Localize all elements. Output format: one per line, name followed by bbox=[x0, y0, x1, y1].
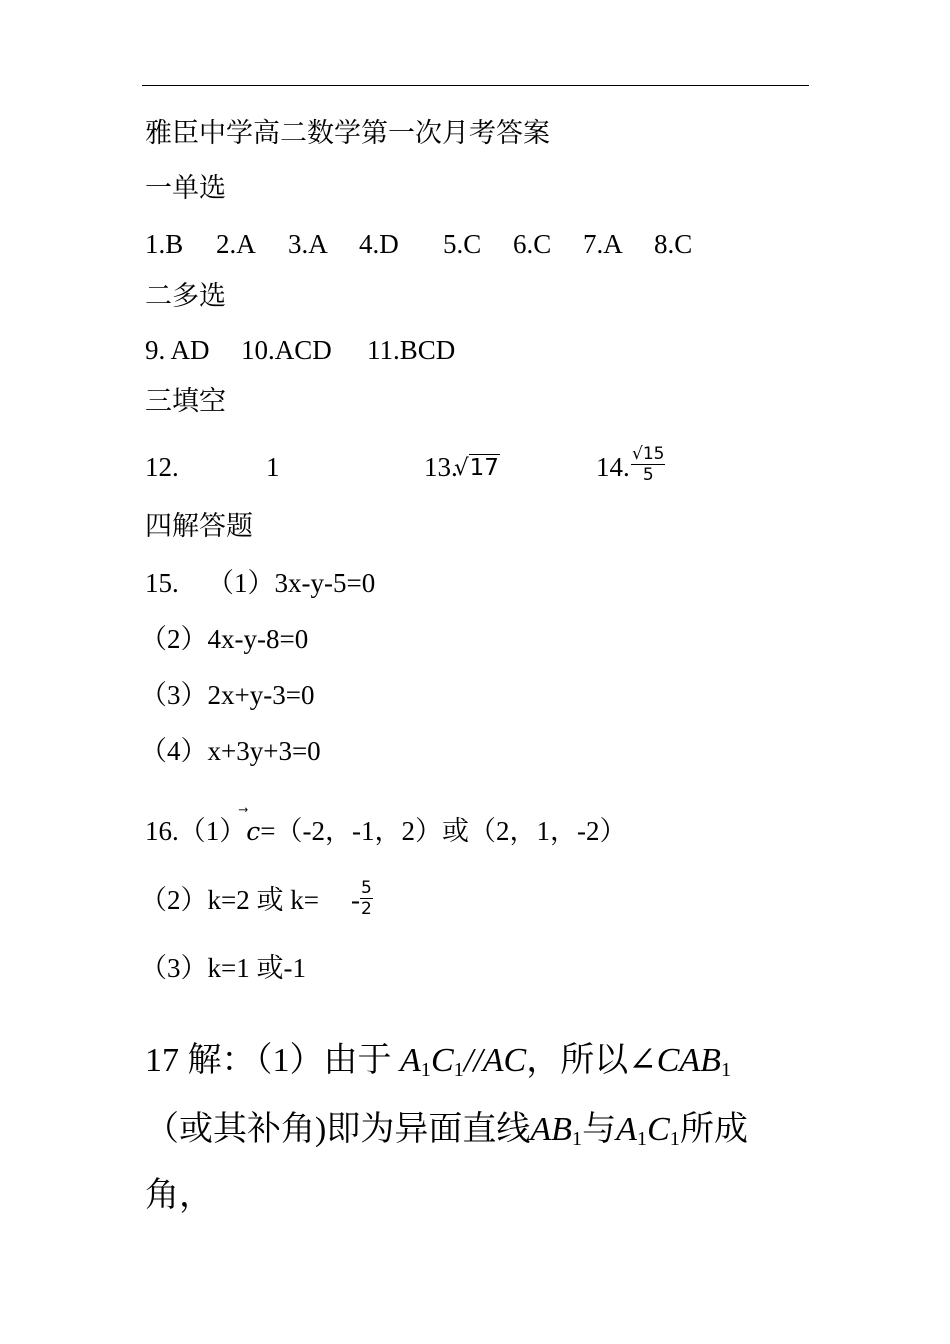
q15-label: 15. bbox=[145, 568, 179, 598]
q12-label: 12. bbox=[145, 452, 179, 482]
answer-6: 6.C bbox=[513, 229, 552, 259]
vector-c: ⃗ c bbox=[246, 816, 260, 848]
q14-fraction bbox=[631, 444, 665, 485]
q14-numerator: √15 bbox=[632, 444, 665, 464]
math-a: A bbox=[616, 1111, 637, 1148]
q13-label: 13. bbox=[424, 452, 458, 482]
math-ab: AB bbox=[530, 1111, 572, 1148]
q17-label: 17 解：（1）由于 bbox=[145, 1042, 392, 1079]
q16-part2 bbox=[140, 878, 373, 920]
q15-part4: （4）x+3y+3=0 bbox=[140, 736, 321, 766]
q12-value: 1 bbox=[266, 452, 280, 482]
parallel-symbol: // bbox=[463, 1042, 483, 1079]
answer-2: 2.A bbox=[216, 229, 256, 259]
answer-8: 8.C bbox=[654, 229, 693, 259]
q17-line1 bbox=[145, 1041, 731, 1081]
sub-1: 1 bbox=[636, 1128, 648, 1151]
q15-part3: （3）2x+y-3=0 bbox=[140, 680, 315, 710]
q16-part1 bbox=[145, 815, 626, 848]
q16-fraction bbox=[360, 878, 373, 919]
answer-5: 5.C bbox=[443, 229, 482, 259]
q16-part3: （3）k=1 或-1 bbox=[140, 953, 306, 983]
q17-text1: ，所以∠ bbox=[526, 1042, 657, 1079]
answer-7: 7.A bbox=[583, 229, 623, 259]
answer-11: 11.BCD bbox=[367, 335, 456, 365]
math-cab: CAB bbox=[656, 1042, 721, 1079]
q17-text4: 所成 bbox=[679, 1111, 748, 1148]
sub-1: 1 bbox=[669, 1128, 680, 1151]
q17-text2: （或其补角)即为异面直线 bbox=[145, 1111, 531, 1148]
q16-minus-sign: - bbox=[350, 885, 360, 915]
answer-9: 9. AD bbox=[145, 335, 210, 365]
page-title: 雅臣中学高二数学第一次月考答案 bbox=[145, 118, 550, 148]
q13-radicand: 17 bbox=[469, 455, 499, 481]
answer-10: 10.ACD bbox=[241, 335, 332, 365]
q16-numerator: 5 bbox=[360, 878, 372, 899]
answer-3: 3.A bbox=[288, 229, 328, 259]
q16-part1-rest: =（-2，-1，2）或（2，1，-2） bbox=[260, 816, 627, 846]
sub-1: 1 bbox=[571, 1128, 583, 1151]
q15-part1: （1）3x-y-5=0 bbox=[207, 568, 376, 598]
sub-1: 1 bbox=[453, 1059, 464, 1082]
section4-heading: 四解答题 bbox=[145, 511, 253, 541]
q16-denominator: 2 bbox=[360, 899, 372, 920]
q17-line3: 角， bbox=[145, 1177, 213, 1214]
section1-heading: 一单选 bbox=[145, 173, 226, 203]
section2-heading: 二多选 bbox=[145, 281, 226, 311]
q16-part2-text: （2）k=2 或 k= bbox=[140, 885, 319, 915]
q15-part2: （2）4x-y-8=0 bbox=[140, 624, 309, 654]
q14-denominator: 5 bbox=[642, 465, 654, 485]
header-rule bbox=[142, 85, 809, 86]
math-ac: AC bbox=[482, 1042, 527, 1079]
q13-sqrt bbox=[454, 452, 500, 484]
answer-4: 4.D bbox=[359, 229, 399, 259]
section3-heading: 三填空 bbox=[145, 386, 226, 416]
q17-text3: 与 bbox=[582, 1111, 617, 1148]
q17-line2 bbox=[145, 1110, 748, 1150]
sub-1: 1 bbox=[720, 1059, 732, 1082]
math-a: A bbox=[400, 1042, 421, 1079]
math-c: C bbox=[430, 1042, 454, 1079]
answer-1: 1.B bbox=[145, 229, 184, 259]
sub-1: 1 bbox=[420, 1059, 431, 1082]
q16-prefix: 16.（1） bbox=[145, 816, 247, 846]
math-c: C bbox=[647, 1111, 670, 1148]
q13-radical: √ bbox=[454, 455, 469, 481]
q14-label: 14. bbox=[596, 452, 630, 482]
